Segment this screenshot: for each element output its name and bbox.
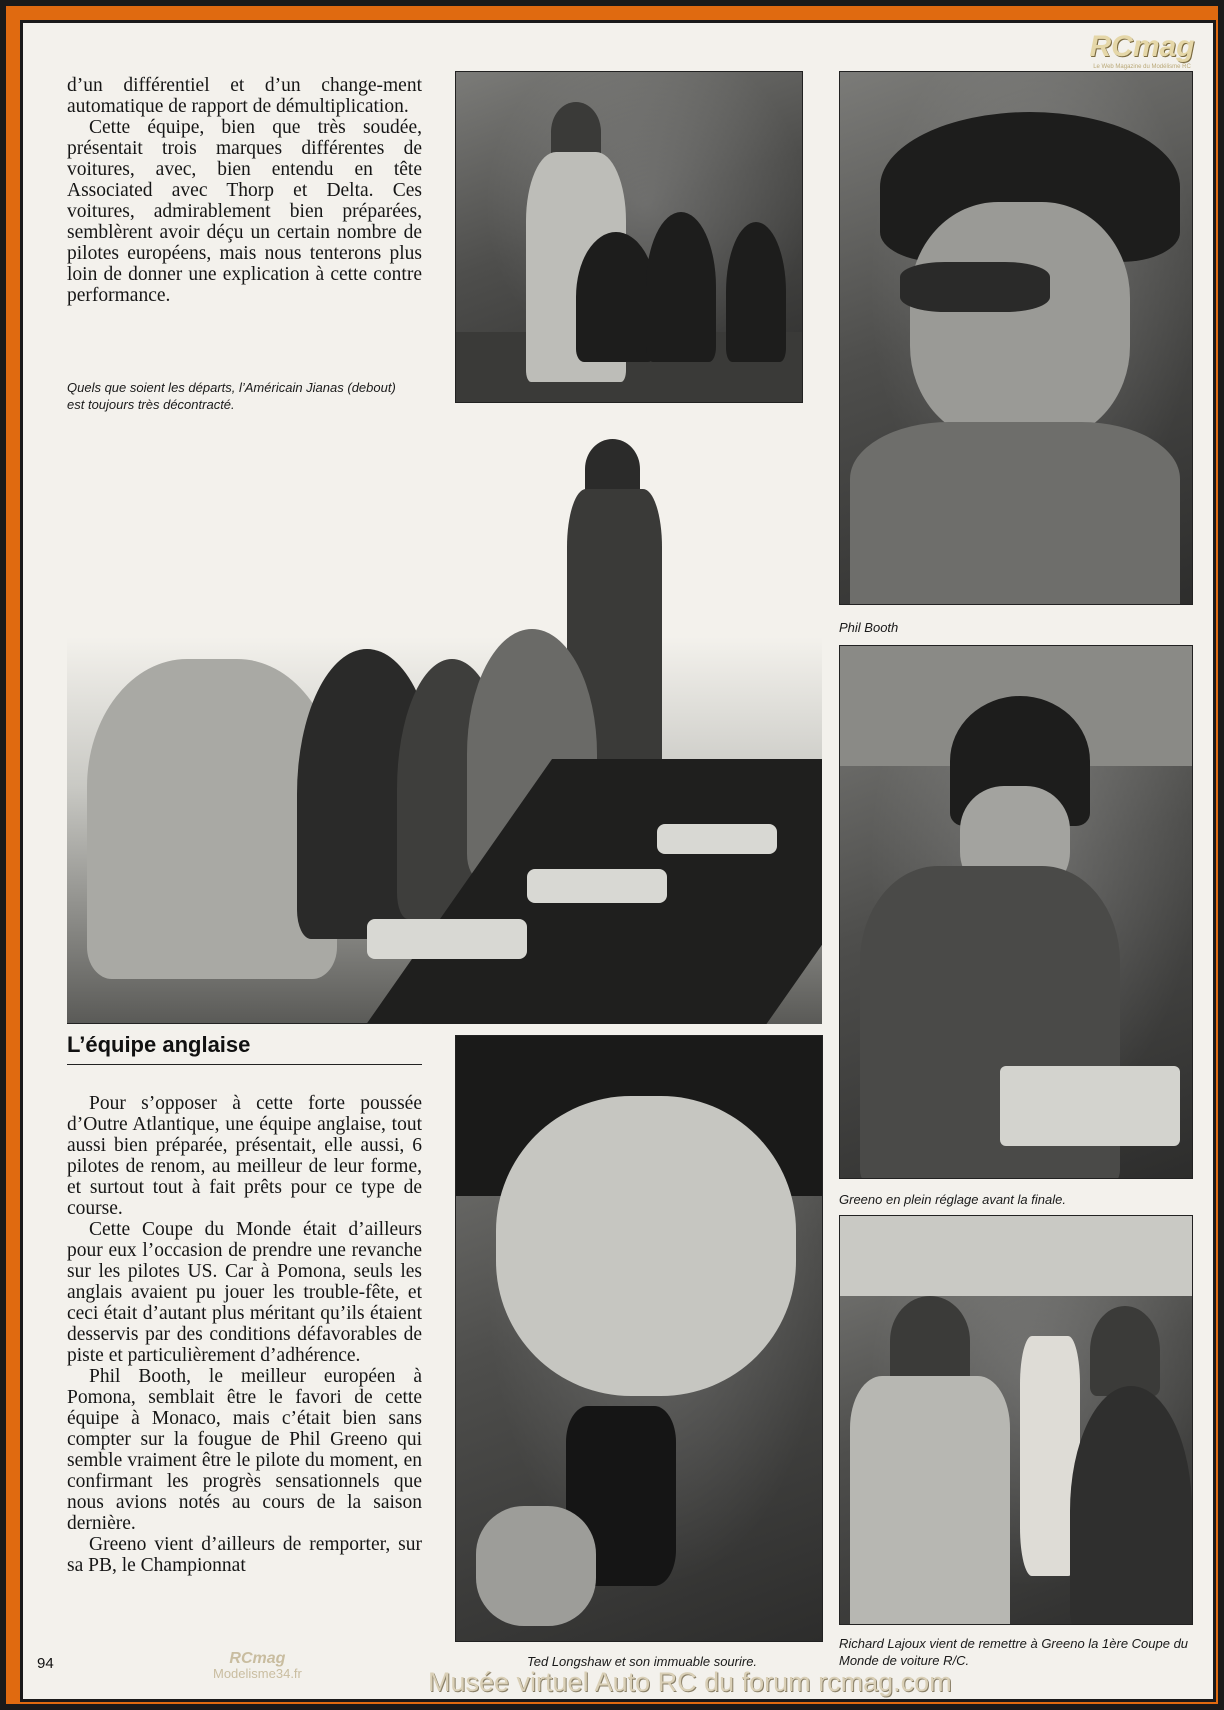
page-number: 94 <box>37 1655 54 1672</box>
photo-jianas-standing <box>455 71 803 403</box>
photo-trophy-presentation <box>839 1215 1193 1625</box>
caption-greeno-adjusting: Greeno en plein réglage avant la finale. <box>839 1192 1066 1207</box>
caption-jianas: Quels que soient les départs, l’Américain Jianas (debout) est toujours très décontracté. <box>67 380 396 412</box>
article-paragraph: Cette équipe, bien que très soudée, présentait trois marques différentes de voitures, avec, bien entendu en tête Associated avec Thorp et Delta. Ces voitures, admirablement bien préparées, semblèrent avoir déçu un certain nombre de pilotes européens, mais nous tenterons plus loin de donner une explication à cette contre performance. <box>67 117 422 306</box>
section-heading: L’équipe anglaise <box>67 1023 422 1065</box>
article-paragraph: d’un différentiel et d’un change-ment automatique de rapport de démultiplication. <box>67 75 422 117</box>
article-paragraph: Greeno vient d’ailleurs de remporter, sur sa PB, le Championnat <box>67 1534 422 1576</box>
magazine-page <box>20 20 1216 1702</box>
footer-logo-line1: RCmag <box>229 1650 286 1667</box>
article-paragraph: Phil Booth, le meilleur européen à Pomona, semblait être le favori de cette équipe à Monaco, mais c’était bien sans compter sur la fougue de Phil Greeno qui semble vraiment être le pilote du moment, en confirmant les progrès sensationnels que nous avions notés au cours de la saison dernière. <box>67 1366 422 1534</box>
article-paragraph: Cette Coupe du Monde était d’ailleurs pour eux l’occasion de prendre une revanche sur les pilotes US. Car à Pomona, seuls les anglais avaient pu jouer les trouble-fête, et ceci était d’autant plus méritant qu’ils étaient desservis par des conditions défavorables de piste et particulièrement d’adhérence. <box>67 1219 422 1366</box>
caption-ted-longshaw: Ted Longshaw et son immuable sourire. <box>527 1654 758 1669</box>
photo-drivers-at-start-line <box>67 429 822 1024</box>
caption-trophy-presentation: Richard Lajoux vient de remettre à Greeno la 1ère Coupe du Monde de voiture R/C. <box>839 1636 1189 1668</box>
photo-ted-longshaw <box>455 1035 823 1642</box>
footer-watermark: Musée virtuel Auto RC du forum rcmag.com <box>428 1667 952 1697</box>
caption-phil-booth: Phil Booth <box>839 620 899 635</box>
footer-logo-line2: Modelisme34.fr <box>213 1666 302 1681</box>
logo-sub-text: Le Web Magazine du Modélisme RC <box>1093 64 1191 70</box>
logo-main-text: RCmag <box>1089 30 1195 63</box>
article-column-2 <box>67 1093 422 1576</box>
rcmag-logo <box>1073 31 1211 75</box>
photo-greeno-adjusting <box>839 645 1193 1179</box>
footer-logo <box>213 1651 302 1681</box>
photo-phil-booth <box>839 71 1193 605</box>
article-paragraph: Pour s’opposer à cette forte poussée d’Outre Atlantique, une équipe anglaise, tout aussi bien préparée, présentait, elle aussi, 6 pilotes de renom, au meilleur de leur forme, et surtout tout à fait prêts pour ce type de course. <box>67 1093 422 1219</box>
article-column-1 <box>67 75 422 306</box>
